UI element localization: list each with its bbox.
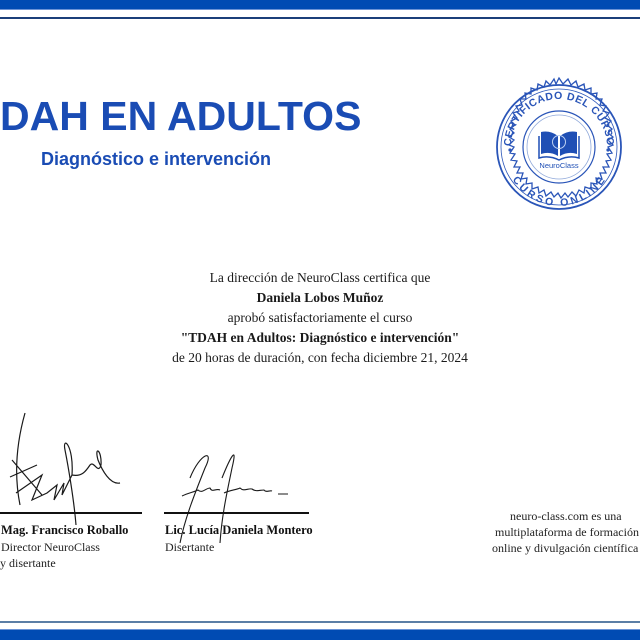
bottom-border-band	[0, 630, 640, 640]
signature-2-role: Disertante	[165, 540, 215, 554]
signature-2-line	[164, 512, 309, 514]
handwritten-signature-icon	[2, 405, 132, 535]
certify-intro: La dirección de NeuroClass certifica que	[209, 270, 431, 285]
course-subtitle: Diagnóstico e intervención	[41, 149, 272, 169]
approval-text: aprobó satisfactoriamente el curso	[227, 310, 413, 325]
svg-text:CERTIFICADO DEL CURSO: CERTIFICADO DEL CURSO	[501, 89, 617, 147]
certificate-body	[150, 268, 490, 368]
bottom-border-thin-line	[0, 621, 640, 623]
recipient-name: Daniela Lobos Muñoz	[256, 290, 384, 305]
signature-2-name: Lic. Lucía Daniela Montero	[165, 523, 313, 537]
svg-text:NeuroClass: NeuroClass	[539, 161, 579, 170]
footnote-line-1: neuro-class.com es una	[510, 509, 622, 523]
course-name: "TDAH en Adultos: Diagnóstico e intervención"	[180, 330, 460, 345]
footnote-line-3: online y divulgación científica	[492, 541, 639, 555]
top-border-thin-line	[0, 17, 640, 19]
platform-footnote	[470, 508, 640, 556]
signature-1-name: Mag. Francisco Roballo	[1, 523, 129, 537]
footnote-line-2: multiplataforma de formación	[495, 525, 639, 539]
duration-date: de 20 horas de duración, con fecha diciembre 21, 2024	[172, 350, 468, 365]
course-title: DAH EN ADULTOS	[0, 93, 362, 139]
top-border-line	[0, 9, 640, 10]
signature-1-role-2: y disertante	[0, 556, 56, 570]
svg-text:CURSO ONLINE: CURSO ONLINE	[509, 174, 609, 210]
signature-1-line	[0, 512, 142, 514]
course-seal	[484, 72, 634, 222]
open-book-brain-icon	[539, 132, 579, 161]
top-border-band	[0, 0, 640, 9]
signature-1-image	[2, 405, 132, 535]
signature-1-role: Director NeuroClass	[1, 540, 100, 554]
seal-badge-icon	[484, 72, 634, 222]
